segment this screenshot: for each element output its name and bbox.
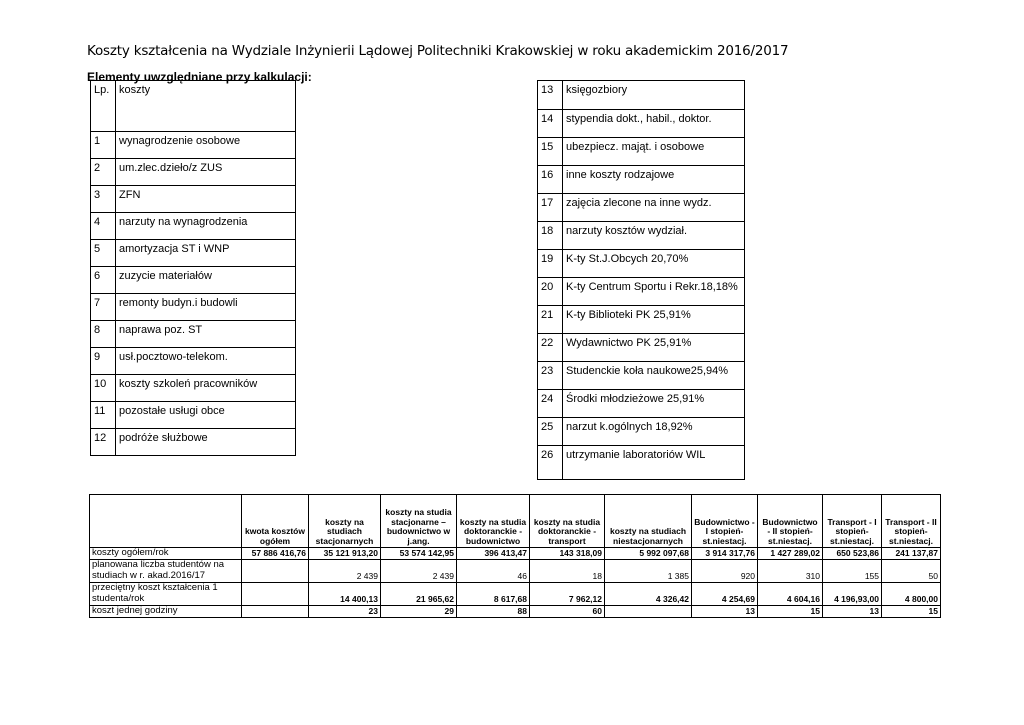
- row-label: naprawa poz. ST: [116, 321, 296, 348]
- row-label: usł.pocztowo-telekom.: [116, 348, 296, 375]
- row-number: 22: [538, 334, 563, 362]
- table-row: [91, 429, 296, 456]
- value-cell: 88: [457, 606, 530, 618]
- table-row: [91, 348, 296, 375]
- value-cell: 1 385: [605, 560, 692, 583]
- row-label: księgozbiory: [563, 81, 745, 110]
- row-label: um.zlec.dzieło/z ZUS: [116, 159, 296, 186]
- value-cell: [605, 606, 692, 618]
- row-label: Środki młodzieżowe 25,91%: [563, 390, 745, 418]
- row-number: 20: [538, 278, 563, 306]
- table-row: [538, 278, 745, 306]
- value-cell: 4 604,16: [758, 583, 823, 606]
- row-number: 6: [91, 267, 116, 294]
- value-cell: 3 914 317,76: [692, 548, 758, 560]
- table-row: [538, 306, 745, 334]
- row-label: K-ty St.J.Obcych 20,70%: [563, 250, 745, 278]
- row-label: narzuty kosztów wydział.: [563, 222, 745, 250]
- row-number: 25: [538, 418, 563, 446]
- row-label: K-ty Biblioteki PK 25,91%: [563, 306, 745, 334]
- value-cell: 4 254,69: [692, 583, 758, 606]
- table-row: [91, 186, 296, 213]
- value-cell: [242, 606, 309, 618]
- row-label: amortyzacja ST i WNP: [116, 240, 296, 267]
- header-koszty: koszty: [116, 81, 296, 132]
- cost-table-header-row: [90, 495, 941, 548]
- header-cell: koszty na studiach stacjonarnych: [309, 495, 381, 548]
- value-cell: 13: [692, 606, 758, 618]
- row-label: koszty ogółem/rok: [90, 548, 242, 560]
- row-number: 8: [91, 321, 116, 348]
- table-row: [91, 402, 296, 429]
- table-row: [91, 159, 296, 186]
- value-cell: 14 400,13: [309, 583, 381, 606]
- table-row: [538, 250, 745, 278]
- row-number: 14: [538, 110, 563, 138]
- value-cell: 650 523,86: [823, 548, 882, 560]
- value-cell: 7 962,12: [530, 583, 605, 606]
- header-cell: Budownictwo - I stopień-st.niestacj.: [692, 495, 758, 548]
- row-number: 24: [538, 390, 563, 418]
- cost-summary-table: [89, 494, 941, 618]
- row-label: koszty szkoleń pracowników: [116, 375, 296, 402]
- value-cell: 396 413,47: [457, 548, 530, 560]
- header-cell: kwota kosztów ogółem: [242, 495, 309, 548]
- row-number: 17: [538, 194, 563, 222]
- header-cell: [90, 495, 242, 548]
- value-cell: 4 326,42: [605, 583, 692, 606]
- row-label: planowana liczba studentów na studiach w r. akad.2016/17: [90, 560, 242, 583]
- header-cell: Budownictwo - II stopień-st.niestacj.: [758, 495, 823, 548]
- value-cell: 155: [823, 560, 882, 583]
- row-label: podróże służbowe: [116, 429, 296, 456]
- row-number: 13: [538, 81, 563, 110]
- row-number: 2: [91, 159, 116, 186]
- value-cell: 8 617,68: [457, 583, 530, 606]
- row-label: ZFN: [116, 186, 296, 213]
- table-header-row: [91, 81, 296, 132]
- table-row: [538, 81, 745, 110]
- row-number: 16: [538, 166, 563, 194]
- table-row: [538, 166, 745, 194]
- table-row: [538, 362, 745, 390]
- row-number: 3: [91, 186, 116, 213]
- row-label: utrzymanie laboratoriów WIL: [563, 446, 745, 480]
- table-row: [91, 132, 296, 159]
- table-row: [538, 334, 745, 362]
- value-cell: 920: [692, 560, 758, 583]
- row-number: 10: [91, 375, 116, 402]
- row-number: 19: [538, 250, 563, 278]
- row-number: 18: [538, 222, 563, 250]
- row-label: pozostałe usługi obce: [116, 402, 296, 429]
- value-cell: 4 196,93,00: [823, 583, 882, 606]
- row-label: koszt jednej godziny: [90, 606, 242, 618]
- table-row: [538, 418, 745, 446]
- page-title: Koszty kształcenia na Wydziale Inżynierii Lądowej Politechniki Krakowskiej w roku akademickim 2016/2017: [87, 43, 789, 59]
- row-number: 12: [91, 429, 116, 456]
- table-row: [91, 240, 296, 267]
- table-row: [91, 294, 296, 321]
- table-row: [91, 375, 296, 402]
- row-number: 23: [538, 362, 563, 390]
- row-number: 21: [538, 306, 563, 334]
- header-cell: Transport - I stopień-st.niestacj.: [823, 495, 882, 548]
- row-number: 7: [91, 294, 116, 321]
- calculation-elements-heading: Elementy uwzględniane przy kalkulacji:: [87, 70, 312, 84]
- row-label: stypendia dokt., habil., doktor.: [563, 110, 745, 138]
- row-number: 9: [91, 348, 116, 375]
- table-row: [90, 606, 941, 618]
- row-label: zuzycie materiałów: [116, 267, 296, 294]
- row-number: 4: [91, 213, 116, 240]
- row-label: Studenckie koła naukowe25,94%: [563, 362, 745, 390]
- row-label: Wydawnictwo PK 25,91%: [563, 334, 745, 362]
- row-label: K-ty Centrum Sportu i Rekr.18,18%: [563, 278, 745, 306]
- header-cell: koszty na studia doktoranckie - budownictwo: [457, 495, 530, 548]
- value-cell: [242, 583, 309, 606]
- value-cell: 143 318,09: [530, 548, 605, 560]
- value-cell: 60: [530, 606, 605, 618]
- row-label: narzuty na wynagrodzenia: [116, 213, 296, 240]
- table-row: [91, 267, 296, 294]
- value-cell: 21 965,62: [381, 583, 457, 606]
- row-label: zajęcia zlecone na inne wydz.: [563, 194, 745, 222]
- value-cell: 53 574 142,95: [381, 548, 457, 560]
- table-row: [538, 446, 745, 480]
- table-row: [90, 583, 941, 606]
- header-cell: koszty na studia doktoranckie - transport: [530, 495, 605, 548]
- value-cell: 15: [882, 606, 941, 618]
- row-number: 26: [538, 446, 563, 480]
- row-label: wynagrodzenie osobowe: [116, 132, 296, 159]
- value-cell: 57 886 416,76: [242, 548, 309, 560]
- value-cell: 29: [381, 606, 457, 618]
- value-cell: 310: [758, 560, 823, 583]
- row-label: inne koszty rodzajowe: [563, 166, 745, 194]
- value-cell: 50: [882, 560, 941, 583]
- row-label: ubezpiecz. mająt. i osobowe: [563, 138, 745, 166]
- value-cell: [242, 560, 309, 583]
- value-cell: 2 439: [381, 560, 457, 583]
- table-row: [91, 321, 296, 348]
- table-row: [538, 138, 745, 166]
- value-cell: 1 427 289,02: [758, 548, 823, 560]
- value-cell: 35 121 913,20: [309, 548, 381, 560]
- value-cell: 15: [758, 606, 823, 618]
- table-row: [538, 194, 745, 222]
- value-cell: 23: [309, 606, 381, 618]
- table-row: [538, 222, 745, 250]
- table-row: [91, 213, 296, 240]
- value-cell: 46: [457, 560, 530, 583]
- row-label: narzut k.ogólnych 18,92%: [563, 418, 745, 446]
- row-number: 1: [91, 132, 116, 159]
- row-label: przeciętny koszt kształcenia 1 studenta/rok: [90, 583, 242, 606]
- header-cell: koszty na studia stacjonarne – budownictwo w j.ang.: [381, 495, 457, 548]
- cost-elements-table-left: [90, 80, 296, 456]
- value-cell: 241 137,87: [882, 548, 941, 560]
- table-row: [538, 390, 745, 418]
- header-cell: Transport - II stopień-st.niestacj.: [882, 495, 941, 548]
- value-cell: 5 992 097,68: [605, 548, 692, 560]
- header-cell: koszty na studiach niestacjonarnych: [605, 495, 692, 548]
- table-row: [90, 560, 941, 583]
- value-cell: 4 800,00: [882, 583, 941, 606]
- value-cell: 13: [823, 606, 882, 618]
- row-number: 5: [91, 240, 116, 267]
- value-cell: 18: [530, 560, 605, 583]
- value-cell: 2 439: [309, 560, 381, 583]
- table-row: [538, 110, 745, 138]
- row-label: remonty budyn.i budowli: [116, 294, 296, 321]
- table-row: [90, 548, 941, 560]
- row-number: 15: [538, 138, 563, 166]
- header-lp: Lp.: [91, 81, 116, 132]
- cost-elements-table-right: [537, 80, 745, 480]
- row-number: 11: [91, 402, 116, 429]
